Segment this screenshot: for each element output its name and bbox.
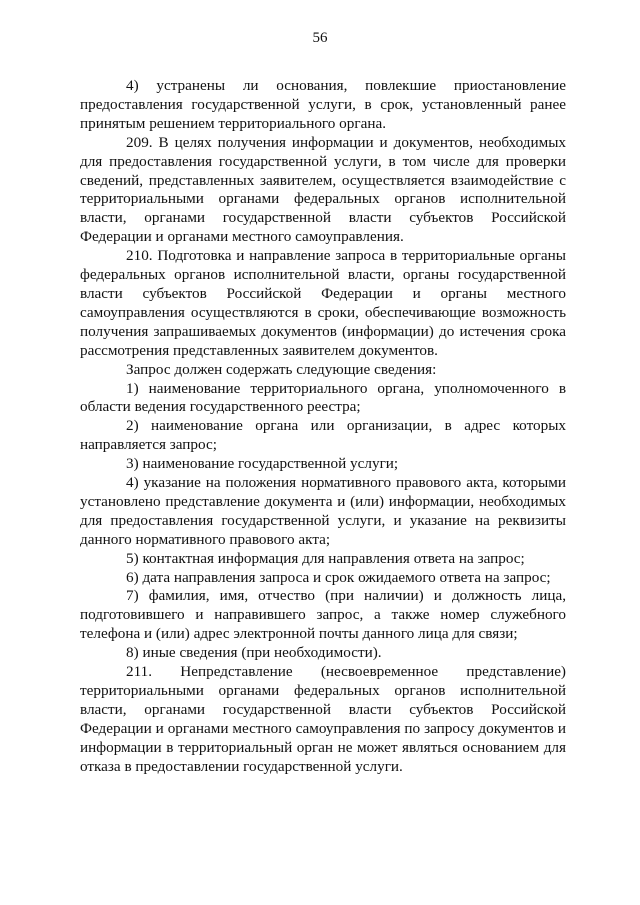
page-number: 56 [312, 30, 328, 46]
request-item-2: 2) наименование органа или организации, в адрес которых направляется запрос; [80, 417, 566, 454]
request-item-5: 5) контактная информация для направления ответа на запрос; [126, 549, 525, 567]
paragraph-211: 211. Непредставление (несвоевременное представление) территориальными органами федеральных органов исполнительной власти, органами государственной власти субъектов Российской Федерации и органами местного самоуправления по запросу документов и информации в территориальный орган не может являться основанием для отказа в предоставлении государственной услуги. [80, 663, 566, 775]
paragraph-210: 210. Подготовка и направление запроса в территориальные органы федеральных органов исполнительной власти, органы государственной власти субъектов Российской Федерации и органы местного самоуправления осуществляются в сроки, обеспечивающие возможность получения запрашиваемых документов (информации) до истечения срока рассмотрения представленных заявителем документов. [80, 247, 566, 359]
request-item-1: 1) наименование территориального органа, уполномоченного в области ведения государственного реестра; [80, 379, 566, 416]
request-item-6: 6) дата направления запроса и срок ожидаемого ответа на запрос; [126, 568, 551, 586]
request-item-8: 8) иные сведения (при необходимости). [126, 644, 382, 662]
document-body [80, 77, 566, 777]
request-item-3: 3) наименование государственной услуги; [126, 455, 399, 473]
request-item-4: 4) указание на положения нормативного правового акта, которыми установлено представление документа и (или) информации, необходимых для предоставления государственной услуги, и указание на реквизиты данного нормативного правового акта; [80, 474, 566, 548]
paragraph-209: 209. В целях получения информации и документов, необходимых для предоставления государственной услуги, в том числе для проверки сведений, представленных заявителем, осуществляется взаимодействие с территориальными органами федеральных органов исполнительной власти, органами государственной власти субъектов Российской Федерации и органами местного самоуправления. [80, 133, 566, 246]
paragraph-item-4-condition: 4) устранены ли основания, повлекшие приостановление предоставления государственной услуги, в срок, установленный ранее принятым решением территориального органа. [80, 77, 566, 132]
request-item-7: 7) фамилия, имя, отчество (при наличии) и должность лица, подготовившего и направившего запрос, а также номер служебного телефона и (или) адрес электронной почты данного лица для связи; [80, 587, 566, 643]
request-requirements-intro: Запрос должен содержать следующие сведения: [126, 360, 437, 378]
